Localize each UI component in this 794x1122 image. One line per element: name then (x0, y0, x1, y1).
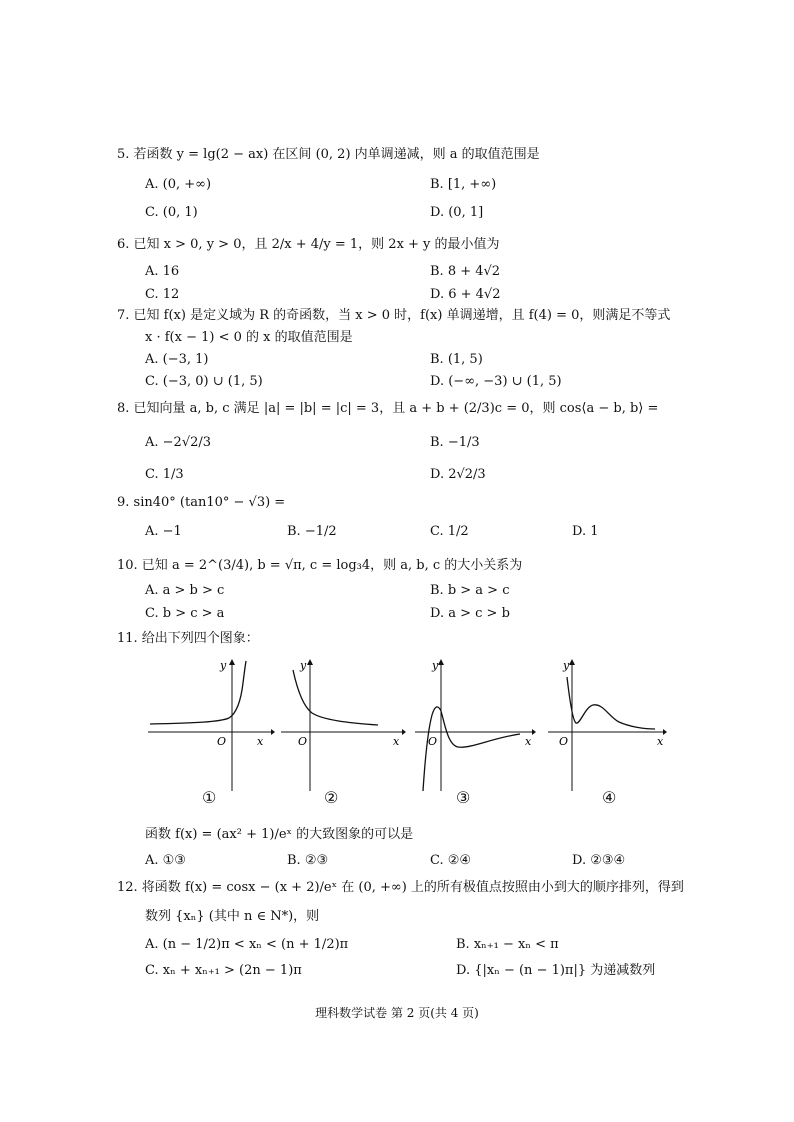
graph-1-label: ① (202, 788, 217, 807)
q12-stem-line1: 12. 将函数 f(x) = cosx − (x + 2)/eˣ 在 (0, +∞) 上的所有极值点按照由小到大的顺序排列，得到 (117, 880, 684, 895)
graph-3 (412, 655, 542, 795)
q7-stem-line1: 7. 已知 f(x) 是定义域为 R 的奇函数，当 x > 0 时，f(x) 单调递增，且 f(4) = 0，则满足不等式 (117, 308, 671, 323)
q9-stem: 9. sin40° (tan10° − √3) = (117, 495, 286, 510)
q8-option-d: D. 2√2/3 (430, 467, 486, 482)
q11-function-text: 函数 f(x) = (ax² + 1)/eˣ 的大致图象的可以是 (145, 827, 414, 842)
graph-2-y-label: y (300, 659, 307, 672)
graph-4 (545, 655, 671, 795)
graph-1-y-label: y (220, 659, 227, 672)
q10-option-a: A. a > b > c (145, 583, 225, 598)
graph-4-origin-label: O (559, 735, 569, 748)
q11-stem: 11. 给出下列四个图象： (117, 631, 259, 646)
graph-2-x-label: x (393, 735, 400, 748)
q10-option-d: D. a > c > b (430, 606, 510, 621)
q9-option-b: B. −1/2 (287, 524, 337, 539)
q11-option-d: D. ②③④ (572, 853, 626, 868)
q6-option-c: C. 12 (145, 287, 180, 302)
q10-option-b: B. b > a > c (430, 583, 510, 598)
q8-option-b: B. −1/3 (430, 435, 480, 450)
graph-2 (278, 655, 408, 795)
graph-4-label: ④ (602, 788, 617, 807)
q5-option-a: A. (0, +∞) (145, 177, 212, 192)
q5-stem: 5. 若函数 y = lg(2 − ax) 在区间 (0, 2) 内单调递减，则 a 的取值范围是 (117, 147, 540, 162)
q11-option-a: A. ①③ (145, 853, 186, 868)
q11-option-c: C. ②④ (430, 853, 472, 868)
q7-option-a: A. (−3, 1) (145, 352, 209, 367)
q6-option-a: A. 16 (145, 264, 180, 279)
graph-2-origin-label: O (298, 735, 308, 748)
graph-1-x-label: x (257, 735, 264, 748)
q12-option-d: D. {|xₙ − (n − 1)π|} 为递减数列 (456, 963, 656, 978)
q9-option-c: C. 1/2 (430, 524, 469, 539)
graph-3-origin-label: O (428, 735, 438, 748)
q8-option-c: C. 1/3 (145, 467, 184, 482)
page-footer: 理科数学试卷 第 2 页(共 4 页) (315, 1006, 479, 1020)
graph-4-x-label: x (657, 735, 664, 748)
graph-1-origin-label: O (217, 735, 227, 748)
q10-stem: 10. 已知 a = 2^(3/4), b = √π, c = log₃4，则 a, b, c 的大小关系为 (117, 558, 523, 573)
graph-3-x-label: x (525, 735, 532, 748)
q11-option-b: B. ②③ (287, 853, 329, 868)
q5-option-c: C. (0, 1) (145, 205, 198, 220)
q10-option-c: C. b > c > a (145, 606, 225, 621)
q12-stem-line2: 数列 {xₙ} (其中 n ∈ N*)，则 (145, 909, 320, 924)
graph-2-label: ② (324, 788, 339, 807)
graph-3-label: ③ (456, 788, 471, 807)
q9-option-a: A. −1 (145, 524, 182, 539)
q8-stem: 8. 已知向量 a, b, c 满足 |a| = |b| = |c| = 3，且 a + b + (2/3)c = 0，则 cos⟨a − b, b⟩ = (117, 401, 659, 416)
q6-option-b: B. 8 + 4√2 (430, 264, 501, 279)
q9-option-d: D. 1 (572, 524, 599, 539)
q12-option-c: C. xₙ + xₙ₊₁ > (2n − 1)π (145, 963, 302, 978)
q7-option-b: B. (1, 5) (430, 352, 483, 367)
q6-option-d: D. 6 + 4√2 (430, 287, 501, 302)
q12-option-a: A. (n − 1/2)π < xₙ < (n + 1/2)π (145, 937, 349, 952)
graph-4-y-label: y (563, 659, 570, 672)
graph-1 (145, 655, 275, 795)
q7-option-d: D. (−∞, −3) ∪ (1, 5) (430, 374, 562, 389)
q6-stem: 6. 已知 x > 0, y > 0，且 2/x + 4/y = 1，则 2x + y 的最小值为 (117, 237, 500, 252)
q5-option-b: B. [1, +∞) (430, 177, 497, 192)
q12-option-b: B. xₙ₊₁ − xₙ < π (456, 937, 559, 952)
graph-3-y-label: y (432, 659, 439, 672)
q8-option-a: A. −2√2/3 (145, 435, 212, 450)
q7-option-c: C. (−3, 0) ∪ (1, 5) (145, 374, 263, 389)
q5-option-d: D. (0, 1] (430, 205, 484, 220)
q7-stem-line2: x · f(x − 1) < 0 的 x 的取值范围是 (145, 330, 353, 345)
